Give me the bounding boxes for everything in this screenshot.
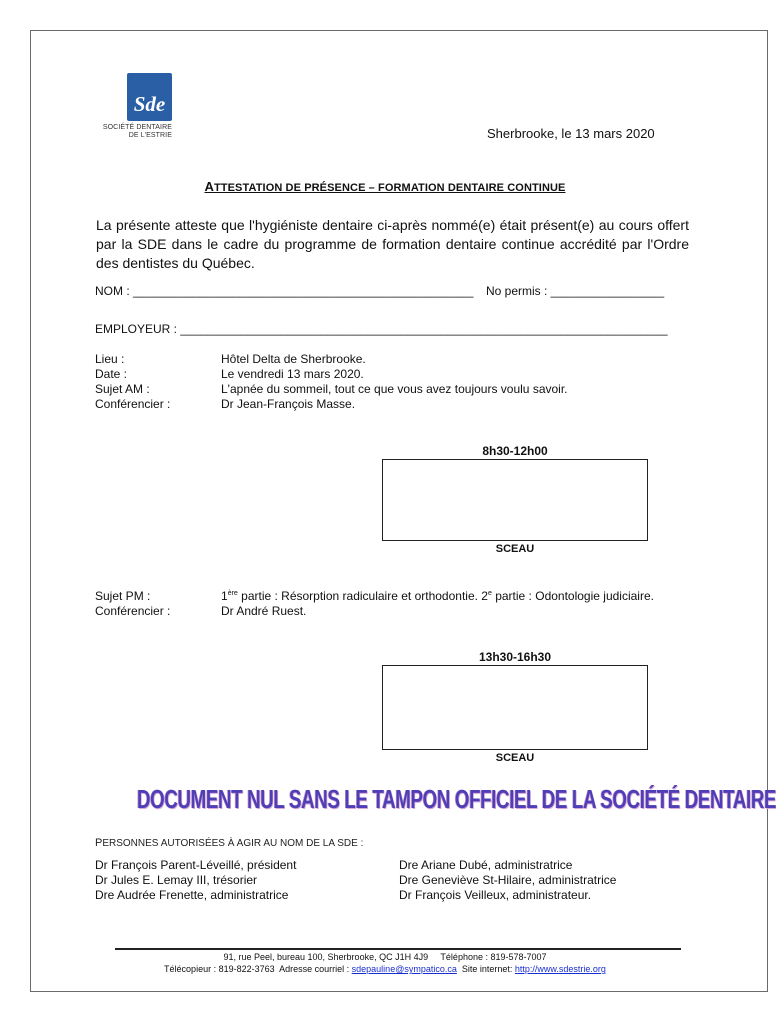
intro-paragraph: La présente atteste que l'hygiéniste dentaire ci-après nommé(e) était présent(e) au cours offert par la SDE dans le cadre du programme de formation dentaire continue accrédité par l'Ordre des dentistes du Québec. (96, 217, 689, 271)
pm-seal-box (382, 665, 648, 750)
authorized-right-3: Dr François Veilleux, administrateur. (399, 888, 592, 902)
am-label-date: Date : (95, 367, 128, 381)
pm-sujet-sup1: ère (227, 590, 238, 597)
footer-site-link[interactable]: http://www.sdestrie.org (514, 964, 606, 974)
sde-logo (127, 73, 172, 121)
footer-fax: Télécopieur : 819-822-3763 Adresse courriel : (164, 964, 352, 974)
date-line: Sherbrooke, le 13 mars 2020 (487, 126, 655, 141)
authorized-left-3: Dre Audrée Frenette, administratrice (95, 888, 289, 902)
pm-sujet-sup2: e (487, 590, 492, 597)
logo-mark: Sde (133, 92, 166, 116)
nom-field[interactable]: NOM : ___________________________________________________ (95, 284, 474, 298)
pm-value-sujet (221, 589, 654, 604)
footer-contact (0, 964, 770, 974)
logo-line-2: DE L'ESTRIE (128, 132, 172, 139)
permis-field[interactable]: No permis : _________________ (486, 284, 665, 298)
employeur-field[interactable]: EMPLOYEUR : _________________________________________________________________________ (95, 322, 668, 336)
am-label-sujet: Sujet AM : (95, 382, 150, 396)
void-warning: DOCUMENT NUL SANS LE TAMPON OFFICIEL DE LA SOCIÉTÉ DENTAIRE (137, 784, 776, 814)
pm-time: 13h30-16h30 (478, 650, 552, 664)
document-title (0, 179, 770, 194)
am-value-lieu: Hôtel Delta de Sherbrooke. (221, 352, 366, 366)
pm-sujet-part1: 1 (221, 589, 228, 603)
pm-label-conferencier: Conférencier : (95, 604, 171, 618)
am-time: 8h30-12h00 (482, 444, 548, 458)
authorized-left-1: Dr François Parent-Léveillé, président (95, 858, 297, 872)
authorized-title-initial: P (95, 837, 103, 849)
footer-rule (115, 948, 681, 950)
authorized-right-2: Dre Geneviève St-Hilaire, administratrice (399, 873, 617, 887)
am-value-date: Le vendredi 13 mars 2020. (221, 367, 364, 381)
am-label-conferencier: Conférencier : (95, 397, 171, 411)
title-initial: A (204, 179, 214, 194)
footer-site-label: Site internet: (456, 964, 515, 974)
authorized-title-rest: ERSONNES AUTORISÉES À AGIR AU NOM DE LA SDE : (102, 838, 364, 849)
title-rest: TTESTATION DE PRÉSENCE – FORMATION DENTAIRE CONTINUE (213, 182, 566, 194)
authorized-right-1: Dre Ariane Dubé, administratrice (399, 858, 573, 872)
pm-sujet-part3: partie : Odontologie judiciaire. (491, 589, 654, 603)
am-label-lieu: Lieu : (95, 352, 125, 366)
am-value-conferencier: Dr Jean-François Masse. (221, 397, 356, 411)
footer-address: 91, rue Peel, bureau 100, Sherbrooke, QC J1H 4J9 Téléphone : 819-578-7007 (223, 952, 547, 962)
am-seal-label: SCEAU (495, 543, 535, 555)
pm-label-sujet: Sujet PM : (95, 589, 151, 603)
am-value-sujet: L'apnée du sommeil, tout ce que vous avez toujours voulu savoir. (221, 382, 568, 396)
footer-email-link[interactable]: sdepauline@sympatico.ca (351, 964, 457, 974)
pm-seal-label: SCEAU (495, 752, 535, 764)
am-seal-box (382, 459, 648, 541)
pm-value-conferencier: Dr André Ruest. (221, 604, 307, 618)
authorized-title (95, 837, 363, 849)
authorized-left-2: Dr Jules E. Lemay III, trésorier (95, 873, 258, 887)
pm-sujet-part2: partie : Résorption radiculaire et orthodontie. 2 (237, 589, 488, 603)
logo-line-1: SOCIÉTÉ DENTAIRE (102, 124, 172, 131)
